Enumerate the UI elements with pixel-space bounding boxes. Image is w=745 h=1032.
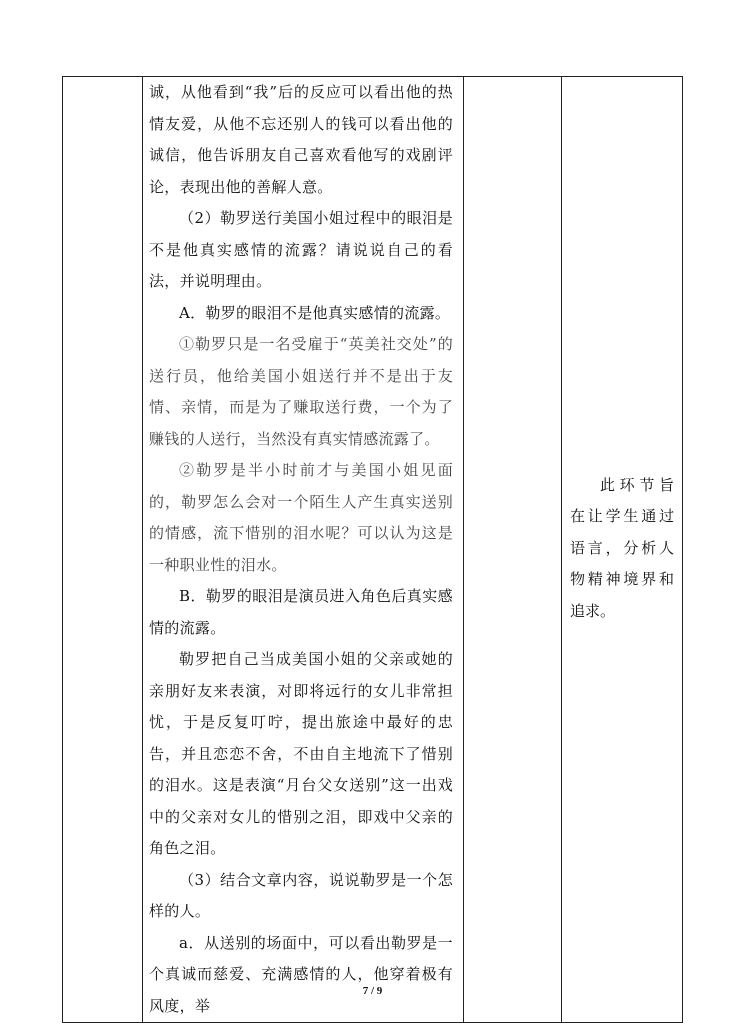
content-paragraph-7: 勒罗把自己当成美国小姐的父亲或她的亲朋好友来表演，对即将远行的女儿非常担忧，于是反复叮咛，提出旅途中最好的忠告，并且恋恋不舍，不由自主地流下了惜别的泪水。这是表演“月台父女送别”这一出戏中的父亲对女儿的惜别之泪，即戏中父亲的角色之泪。 [149, 650, 453, 857]
content-paragraph-9: a．从送别的场面中，可以看出勒罗是一个真诚而慈爱、充满感情的人，他穿着极有风度，举 [149, 933, 453, 1015]
content-paragraph-4: ①勒罗只是一名受雇于“英美社交处”的送行员，他给美国小姐送行并不是出于友情、亲情，而是为了赚取送行费，一个为了赚钱的人送行，当然没有真实情感流露了。 [149, 335, 453, 448]
lesson-plan-table [62, 76, 683, 1023]
content-paragraph-3: A．勒罗的眼泪不是他真实感情的流露。 [179, 303, 451, 322]
content-paragraph-8: （3）结合文章内容，说说勒罗是一个怎样的人。 [149, 870, 453, 920]
empty-cell-middle [464, 77, 562, 1023]
design-intent-cell [562, 77, 683, 1023]
table-row [63, 77, 683, 1023]
empty-cell-left [63, 77, 143, 1023]
page-number: 7 / 9 [362, 985, 383, 997]
content-paragraph-5: ②勒罗是半小时前才与美国小姐见面的，勒罗怎么会对一个陌生人产生真实送别的情感，流下惜别的泪水呢？可以认为这是一种职业性的泪水。 [149, 461, 453, 574]
content-paragraph-6: B．勒罗的眼泪是演员进入角色后真实感情的流露。 [149, 587, 453, 637]
design-intent-note: 此环节旨在让学生通过语言，分析人物精神境界和追求。 [570, 475, 674, 620]
content-paragraph-1: 诚，从他看到“我”后的反应可以看出他的热情友爱，从他不忘还别人的钱可以看出他的诚信，他告诉朋友自己喜欢看他写的戏剧评论，表现出他的善解人意。 [149, 83, 453, 196]
teaching-content-cell [143, 77, 464, 1023]
content-paragraph-2: （2）勒罗送行美国小姐过程中的眼泪是不是他真实感情的流露？请说说自己的看法，并说明理由。 [149, 209, 453, 290]
